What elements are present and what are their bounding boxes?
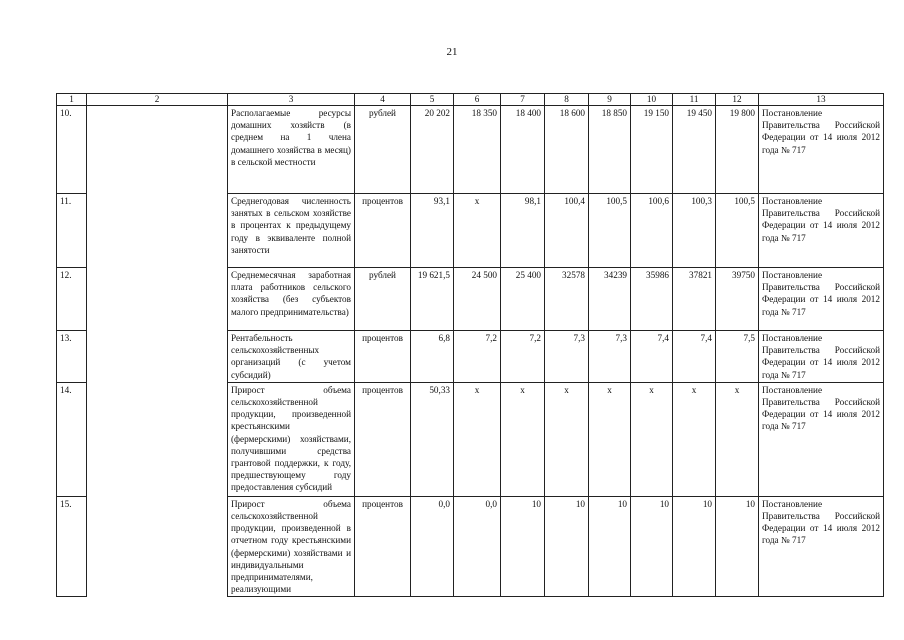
- column-header: 13: [759, 94, 884, 106]
- column-header: 3: [228, 94, 355, 106]
- value-cell: 10: [716, 496, 759, 597]
- value-cell: 7,2: [454, 331, 501, 383]
- table-row: [57, 331, 884, 383]
- value-cell: 18 600: [545, 106, 589, 194]
- row-number: 11.: [57, 194, 87, 268]
- value-cell: 0,0: [411, 496, 454, 597]
- table-row: [57, 268, 884, 331]
- row-number: 12.: [57, 268, 87, 331]
- value-cell: 7,2: [501, 331, 545, 383]
- column-header: 10: [631, 94, 673, 106]
- indicator-name: Среднемесячная заработная плата работников сельского хозяйства (без субъектов малого предпринимательства): [228, 268, 355, 331]
- row-col2-cell: [87, 194, 228, 268]
- value-cell: 100,5: [716, 194, 759, 268]
- unit-cell: процентов: [355, 496, 411, 597]
- value-cell: 7,4: [631, 331, 673, 383]
- row-col2-cell: [87, 106, 228, 194]
- row-number: 13.: [57, 331, 87, 383]
- value-cell: 10: [589, 496, 631, 597]
- value-cell: 50,33: [411, 382, 454, 496]
- value-cell: 0,0: [454, 496, 501, 597]
- column-header: 4: [355, 94, 411, 106]
- source-document: Постановление Правительства Российской Федерации от 14 июля 2012 года № 717: [759, 268, 884, 331]
- row-col2-cell: [87, 268, 228, 331]
- row-number: 10.: [57, 106, 87, 194]
- value-cell: 24 500: [454, 268, 501, 331]
- row-col2-cell: [87, 331, 228, 383]
- indicator-name: Располагаемые ресурсы домашних хозяйств (в среднем на 1 члена домашнего хозяйства в месяц) в сельской местности: [228, 106, 355, 194]
- value-cell: х: [545, 382, 589, 496]
- value-cell: 98,1: [501, 194, 545, 268]
- value-cell: 100,5: [589, 194, 631, 268]
- value-cell: 34239: [589, 268, 631, 331]
- column-header: 6: [454, 94, 501, 106]
- value-cell: 10: [631, 496, 673, 597]
- value-cell: 25 400: [501, 268, 545, 331]
- value-cell: 39750: [716, 268, 759, 331]
- table-row: [57, 496, 884, 597]
- value-cell: 18 350: [454, 106, 501, 194]
- value-cell: х: [673, 382, 716, 496]
- source-document: Постановление Правительства Российской Федерации от 14 июля 2012 года № 717: [759, 331, 884, 383]
- value-cell: 100,3: [673, 194, 716, 268]
- value-cell: 10: [545, 496, 589, 597]
- value-cell: 7,4: [673, 331, 716, 383]
- value-cell: 35986: [631, 268, 673, 331]
- value-cell: 18 850: [589, 106, 631, 194]
- value-cell: 100,4: [545, 194, 589, 268]
- column-header: 1: [57, 94, 87, 106]
- value-cell: 7,5: [716, 331, 759, 383]
- column-header: 2: [87, 94, 228, 106]
- table-header-row: [57, 94, 884, 106]
- indicator-name: Рентабельность сельскохозяйственных организаций (с учетом субсидий): [228, 331, 355, 383]
- source-document: Постановление Правительства Российской Федерации от 14 июля 2012 года № 717: [759, 496, 884, 597]
- unit-cell: рублей: [355, 268, 411, 331]
- source-document: Постановление Правительства Российской Федерации от 14 июля 2012 года № 717: [759, 194, 884, 268]
- column-header: 11: [673, 94, 716, 106]
- unit-cell: процентов: [355, 331, 411, 383]
- column-header: 8: [545, 94, 589, 106]
- column-header: 12: [716, 94, 759, 106]
- source-document: Постановление Правительства Российской Федерации от 14 июля 2012 года № 717: [759, 382, 884, 496]
- value-cell: 37821: [673, 268, 716, 331]
- table-row: [57, 106, 884, 194]
- value-cell: х: [631, 382, 673, 496]
- value-cell: 10: [673, 496, 716, 597]
- column-header: 5: [411, 94, 454, 106]
- value-cell: 32578: [545, 268, 589, 331]
- value-cell: 100,6: [631, 194, 673, 268]
- value-cell: 19 800: [716, 106, 759, 194]
- value-cell: х: [501, 382, 545, 496]
- unit-cell: процентов: [355, 382, 411, 496]
- indicators-table: [56, 93, 884, 597]
- value-cell: 20 202: [411, 106, 454, 194]
- value-cell: х: [716, 382, 759, 496]
- value-cell: 10: [501, 496, 545, 597]
- row-number: 15.: [57, 496, 87, 597]
- page-number: 21: [446, 46, 458, 58]
- unit-cell: рублей: [355, 106, 411, 194]
- indicator-name: Прирост объема сельскохозяйственной продукции, произведенной в отчетном году крестьянскими (фермерскими) хозяйствами и индивидуальными предпринимателями, реализующими: [228, 496, 355, 597]
- value-cell: 19 621,5: [411, 268, 454, 331]
- indicator-name: Среднегодовая численность занятых в сельском хозяйстве в процентах к предыдущему году в эквиваленте полной занятости: [228, 194, 355, 268]
- value-cell: 93,1: [411, 194, 454, 268]
- value-cell: 19 450: [673, 106, 716, 194]
- value-cell: 18 400: [501, 106, 545, 194]
- table-row: [57, 194, 884, 268]
- value-cell: х: [589, 382, 631, 496]
- value-cell: 7,3: [589, 331, 631, 383]
- column-header: 7: [501, 94, 545, 106]
- row-col2-cell: [87, 496, 228, 597]
- row-col2-cell: [87, 382, 228, 496]
- table-row: [57, 382, 884, 496]
- source-document: Постановление Правительства Российской Федерации от 14 июля 2012 года № 717: [759, 106, 884, 194]
- value-cell: х: [454, 382, 501, 496]
- value-cell: 19 150: [631, 106, 673, 194]
- value-cell: 6,8: [411, 331, 454, 383]
- row-number: 14.: [57, 382, 87, 496]
- unit-cell: процентов: [355, 194, 411, 268]
- value-cell: х: [454, 194, 501, 268]
- value-cell: 7,3: [545, 331, 589, 383]
- column-header: 9: [589, 94, 631, 106]
- indicator-name: Прирост объема сельскохозяйственной продукции, произведенной крестьянскими (фермерскими) хозяйствами, получившими средства грантовой поддержки, к году, предшествующему году предоставления субсидий: [228, 382, 355, 496]
